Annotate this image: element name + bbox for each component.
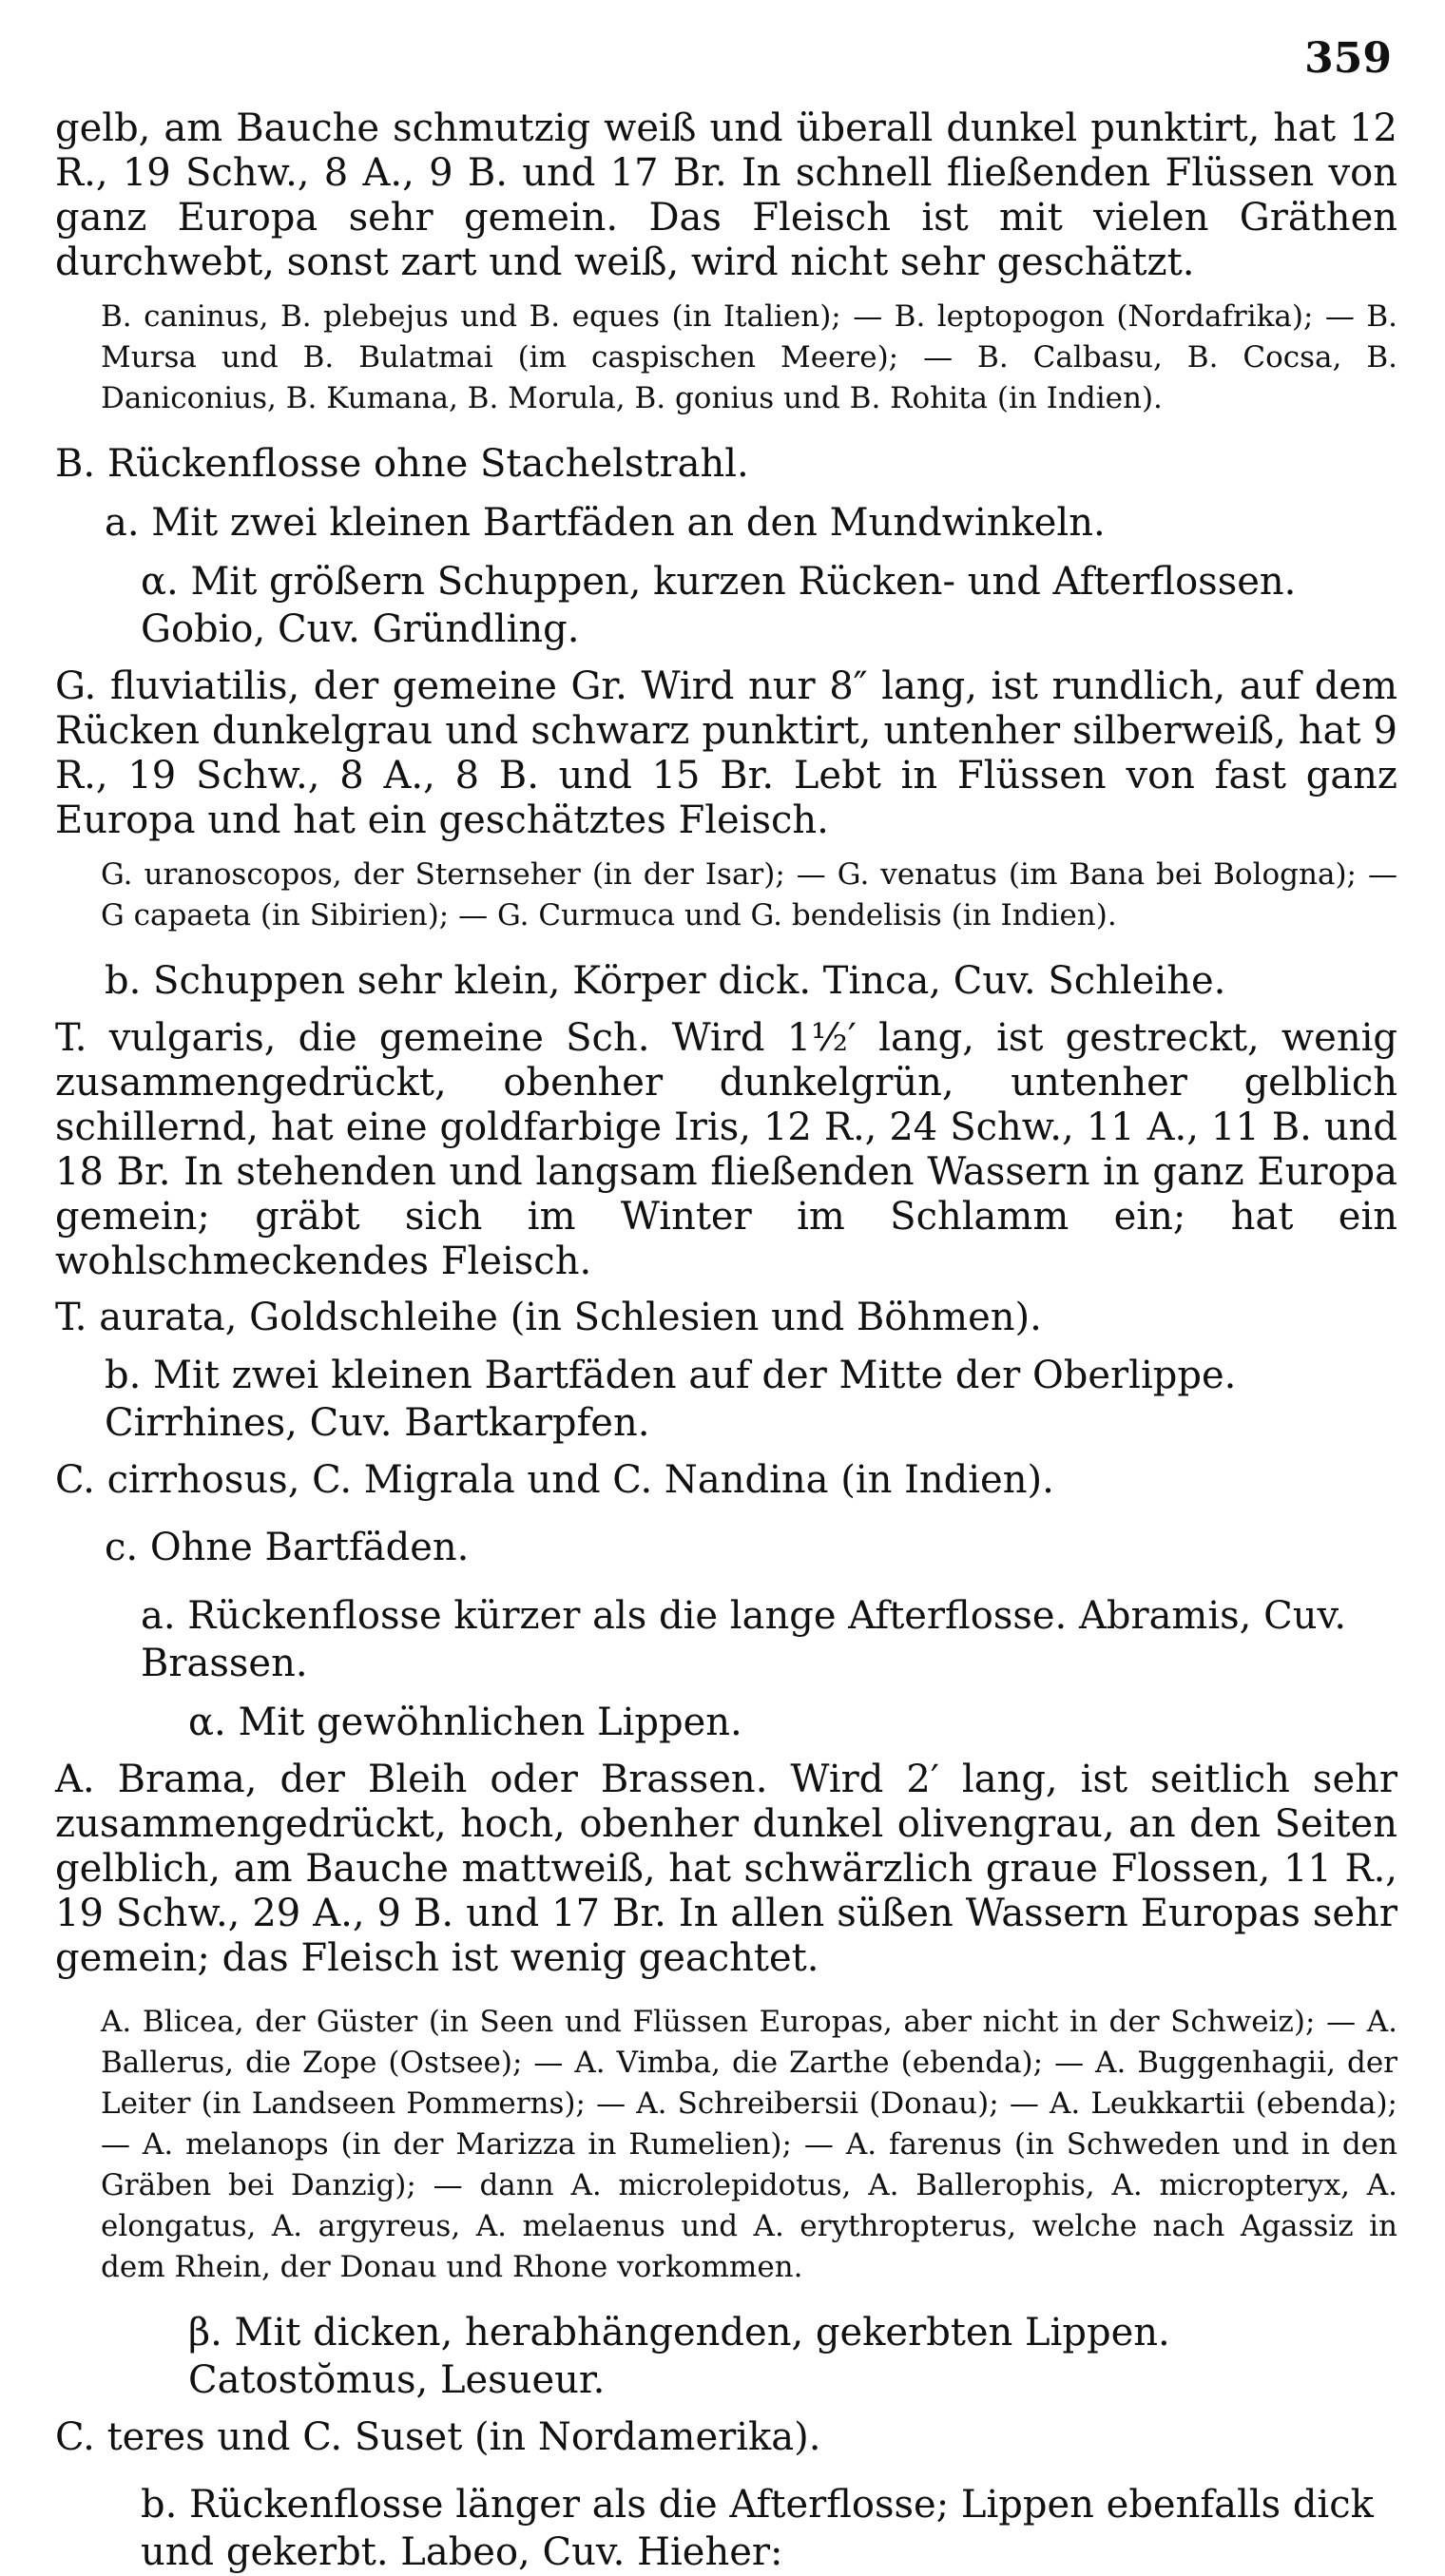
section-heading: c. Ohne Bartfäden. — [105, 1526, 470, 1569]
species-note: A. Blicea, der Güster (in Seen und Flüssen Europas, aber nicht in der Schweiz); — A. Ballerus, die Zope (Ostsee); — A. Vimba, die Zarthe (ebenda); — A. Buggenhagii, der Leiter (in Landseen Pommerns); — A. Schreibersii (Donau); — A. Leukkartii (ebenda); — A. melanops (in der Marizza in Rumelien); — A. farenus (in Schweden und in den Gräben bei Danzig); — dann A. microlepidotus, A. Ballerophis, A. micropteryx, A. elongatus, A. argyreus, A. melaenus und A. erythropterus, welche nach Agassiz in dem Rhein, der Donau und Rhone vorkommen. — [101, 2005, 1397, 2284]
species-paragraph: G. fluviatilis, der gemeine Gr. Wird nur 8″ lang, ist rundlich, auf dem Rücken dunkelgrau und schwarz punktirt, untenher silberweiß, hat 9 R., 19 Schw., 8 A., 8 B. und 15 Br. Lebt in Flüssen von fast ganz Europa und hat ein geschätztes Fleisch. — [55, 664, 1397, 842]
section-heading: b. Mit zwei kleinen Bartfäden auf der Mitte der Oberlippe. Cirrhines, Cuv. Bartkarpfen. — [105, 1354, 1237, 1445]
section-heading: b. Rückenflosse länger als die Afterflosse; Lippen ebenfalls dick und gekerbt. Labeo, Cuv. Hieher: — [141, 2483, 1374, 2574]
section-heading: B. Rückenflosse ohne Stachelstrahl. — [55, 442, 749, 486]
section-heading: α. Mit größern Schuppen, kurzen Rücken- und Afterflossen. Gobio, Cuv. Gründling. — [141, 560, 1297, 651]
species-paragraph: C. teres und C. Suset (in Nordamerika). — [55, 2415, 821, 2459]
section-heading: a. Mit zwei kleinen Bartfäden an den Mundwinkeln. — [105, 501, 1106, 545]
section-heading: β. Mit dicken, herabhängenden, gekerbten Lippen. Catostŏmus, Lesueur. — [188, 2311, 1170, 2402]
section-heading: a. Rückenflosse kürzer als die lange Afterflosse. Abramis, Cuv. Brassen. — [141, 1594, 1347, 1685]
species-note: B. caninus, B. plebejus und B. eques (in Italien); — B. leptopogon (Nordafrika); — B. Mursa und B. Bulatmai (im caspischen Meere); — B. Calbasu, B. Cocsa, B. Daniconius, B. Kumana, B. Morula, B. gonius und B. Rohita (in Indien). — [101, 299, 1397, 415]
species-paragraph: T. aurata, Goldschleihe (in Schlesien und Böhmen). — [55, 1296, 1042, 1339]
species-paragraph: C. cirrhosus, C. Migrala und C. Nandina (in Indien). — [55, 1458, 1054, 1502]
species-paragraph: A. Brama, der Bleih oder Brassen. Wird 2′ lang, ist seitlich sehr zusammengedrückt, hoch, obenher dunkel olivengrau, an den Seiten gelblich, am Bauche mattweiß, hat schwärzlich graue Flossen, 11 R., 19 Schw., 29 A., 9 B. und 17 Br. In allen süßen Wassern Europas sehr gemein; das Fleisch ist wenig geachtet. — [55, 1758, 1397, 1980]
section-heading: b. Schuppen sehr klein, Körper dick. Tinca, Cuv. Schleihe. — [105, 959, 1226, 1003]
page-body — [55, 106, 1397, 2576]
page-number: 359 — [1304, 34, 1392, 83]
species-paragraph: gelb, am Bauche schmutzig weiß und überall dunkel punktirt, hat 12 R., 19 Schw., 8 A., 9 B. und 17 Br. In schnell fließenden Flüssen von ganz Europa sehr gemein. Das Fleisch ist mit vielen Gräthen durchwebt, sonst zart und weiß, wird nicht sehr geschätzt. — [55, 106, 1397, 284]
species-note: G. uranoscopos, der Sternseher (in der Isar); — G. venatus (im Bana bei Bologna); — G capaeta (in Sibirien); — G. Curmuca und G. bendelisis (in Indien). — [101, 857, 1397, 932]
species-paragraph: T. vulgaris, die gemeine Sch. Wird 1½′ lang, ist gestreckt, wenig zusammengedrückt, obenher dunkelgrün, untenher gelblich schillernd, hat eine goldfarbige Iris, 12 R., 24 Schw., 11 A., 11 B. und 18 Br. In stehenden und langsam fließenden Wassern in ganz Europa gemein; gräbt sich im Winter im Schlamm ein; hat ein wohlschmeckendes Fleisch. — [55, 1016, 1397, 1283]
section-heading: α. Mit gewöhnlichen Lippen. — [188, 1701, 742, 1744]
